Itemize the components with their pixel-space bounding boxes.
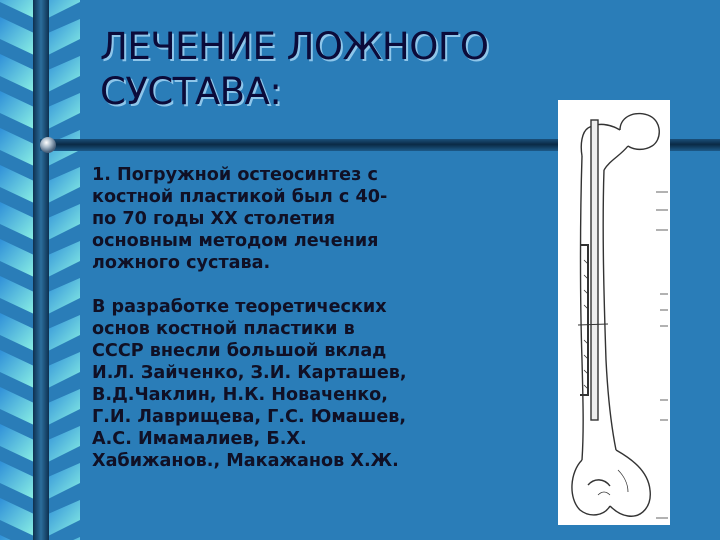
femur-illustration <box>558 100 670 525</box>
paragraph-1-line: основным методом лечения <box>92 231 379 251</box>
paragraph-2-line: Хабижанов., Макажанов Х.Ж. <box>92 451 399 471</box>
paragraph-2-line: И.Л. Зайченко, З.И. Карташев, <box>92 363 407 383</box>
paragraph-2-line: В разработке теоретических <box>92 297 387 317</box>
paragraph-2-line: СССР внесли большой вклад <box>92 341 387 361</box>
paragraph-1-line: ложного сустава. <box>92 253 271 273</box>
paragraph-1-line: костной пластикой был с 40- <box>92 187 388 207</box>
paragraph-2-line: основ костной пластики в <box>92 319 355 339</box>
paragraph-2 <box>92 296 532 472</box>
femur-bone-icon <box>558 100 670 525</box>
slide-body <box>92 164 532 494</box>
paragraph-1 <box>92 164 532 274</box>
slide-title <box>100 24 570 114</box>
divider-knob <box>40 137 56 153</box>
paragraph-2-line: Г.И. Лаврищева, Г.С. Юмашев, <box>92 407 407 427</box>
title-line-1: ЛЕЧЕНИЕ ЛОЖНОГО <box>100 25 489 68</box>
paragraph-1-line: по 70 годы XX столетия <box>92 209 336 229</box>
paragraph-2-line: В.Д.Чаклин, Н.К. Новаченко, <box>92 385 388 405</box>
paragraph-2-line: А.С. Имамалиев, Б.Х. <box>92 429 307 449</box>
title-line-2: СУСТАВА: <box>100 70 282 113</box>
left-decorative-stripe <box>0 0 80 540</box>
paragraph-1-line: 1. Погружной остеосинтез с <box>92 165 378 185</box>
